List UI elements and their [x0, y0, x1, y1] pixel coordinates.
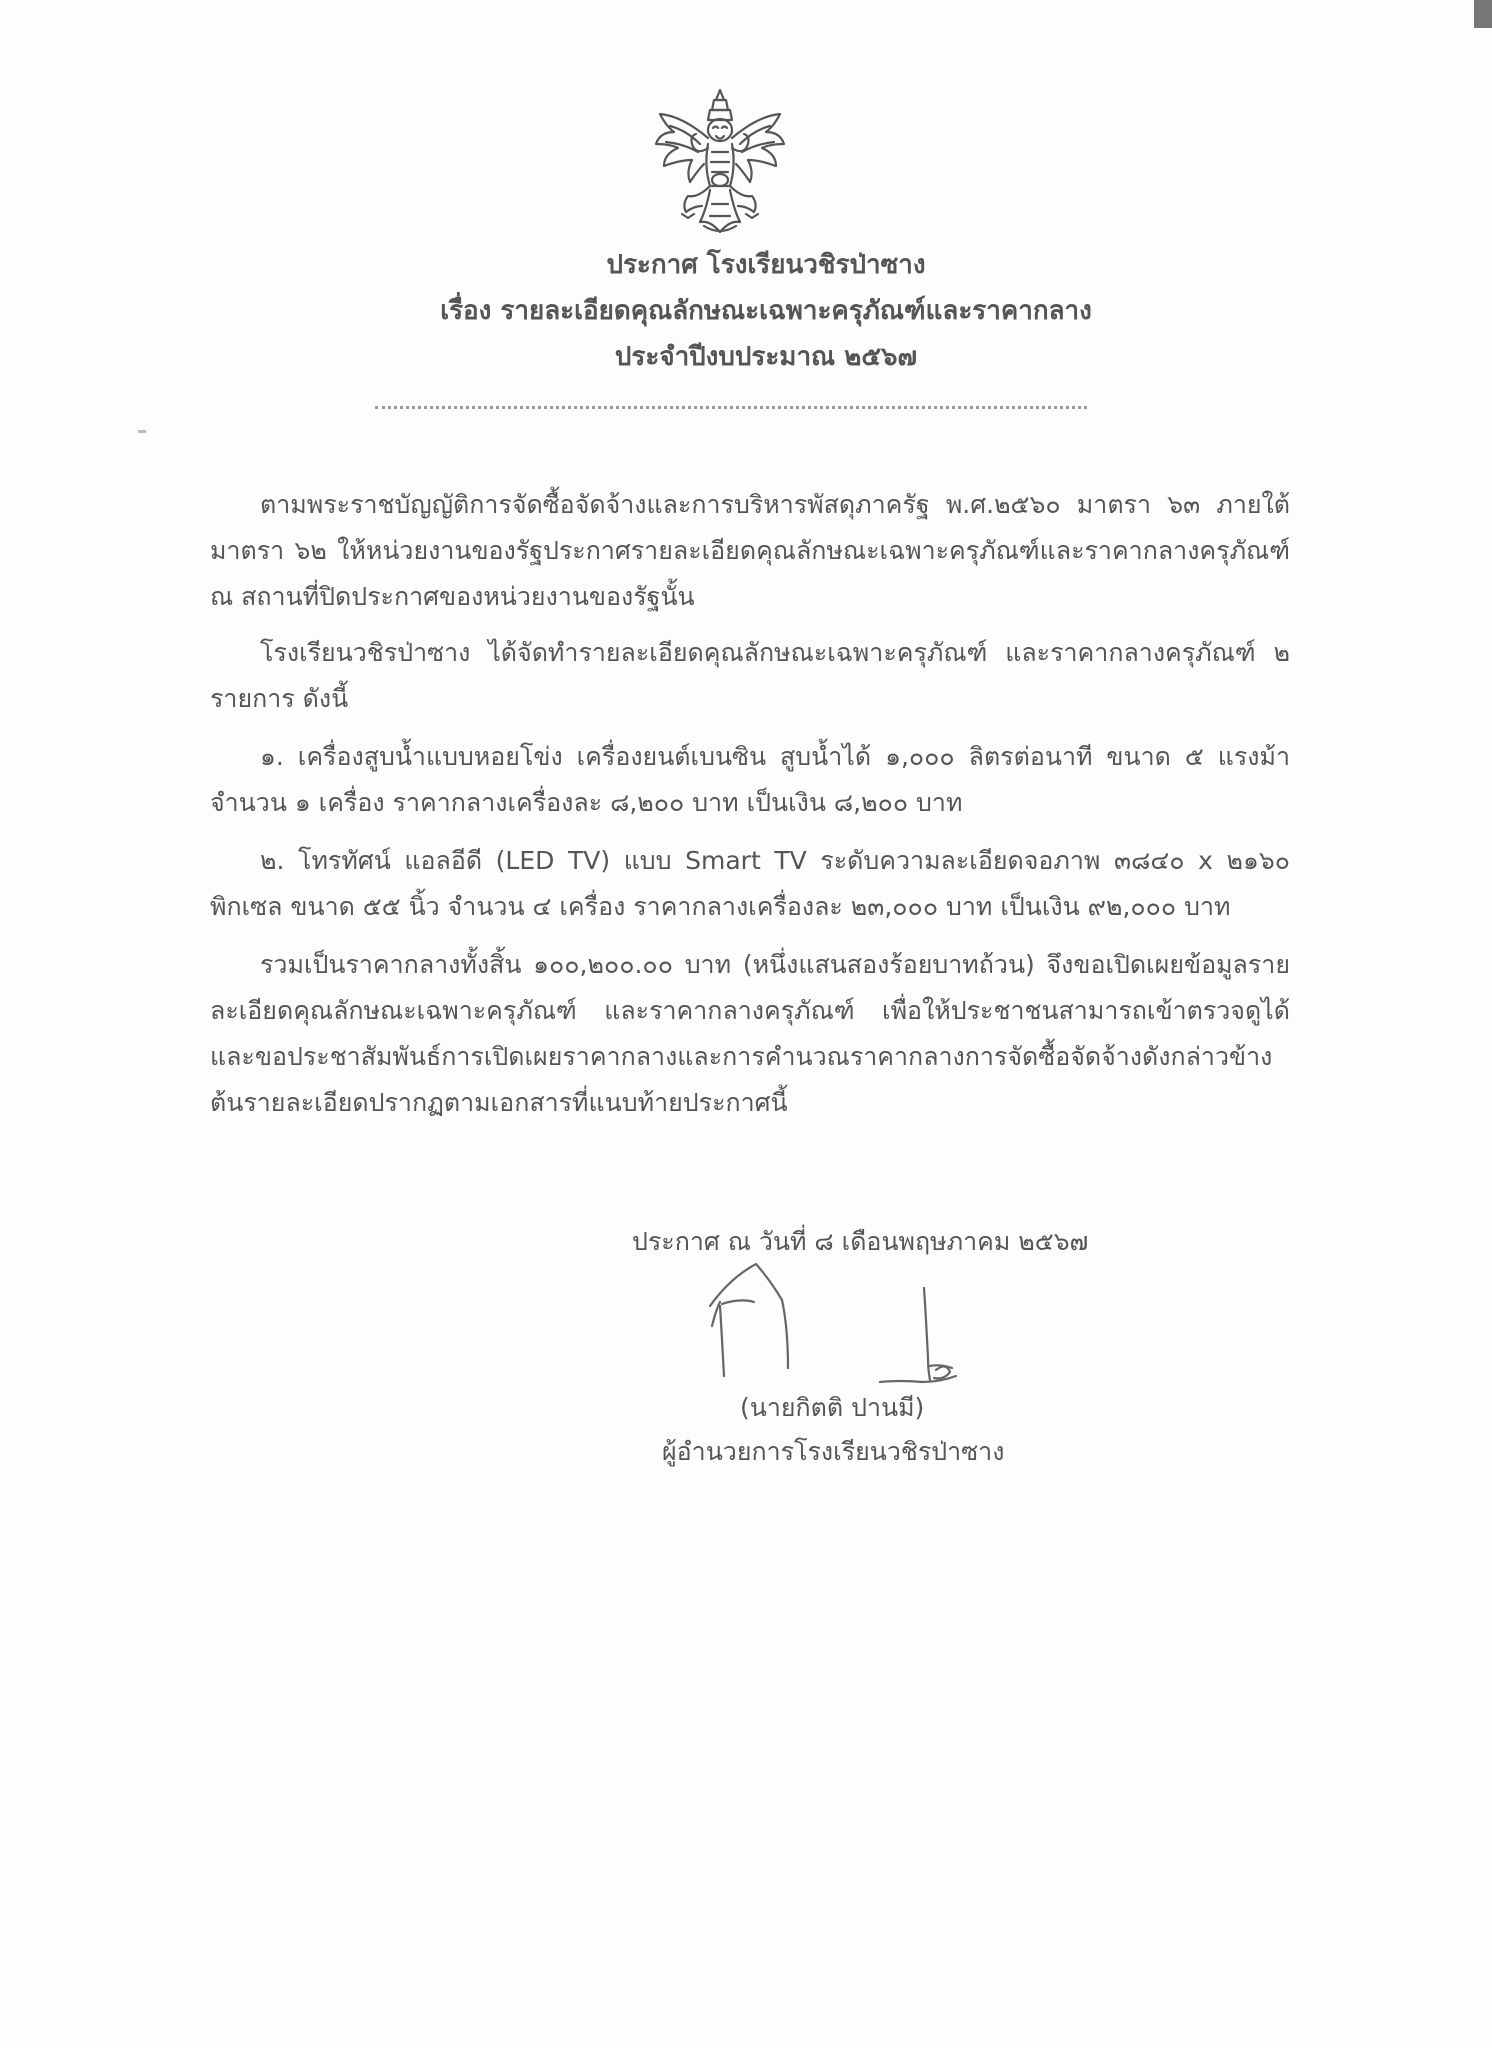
- signatory-name: (นายกิตติ ปานมี): [740, 1393, 925, 1422]
- signatory-position: ผู้อำนวยการโรงเรียนวชิรป่าซาง: [662, 1437, 1005, 1466]
- announcement-subject: เรื่อง รายละเอียดคุณลักษณะเฉพาะครุภัณฑ์และราคากลาง: [440, 296, 1092, 326]
- body-paragraph-legal-basis: ตามพระราชบัญญัติการจัดซื้อจัดจ้างและการบริหารพัสดุภาครัฐ พ.ศ.๒๕๖๐ มาตรา ๖๓ ภายใต้มาตรา ๖๒ ให้หน่วยงานของรัฐประกาศรายละเอียดคุณลักษณะเฉพาะครุภัณฑ์และราคากลางครุภัณฑ์ ณ สถานที่ปิดประกาศของหน่วยงานของรัฐนั้น: [210, 490, 1290, 611]
- body-paragraph-total: รวมเป็นราคากลางทั้งสิ้น ๑๐๐,๒๐๐.๐๐ บาท (หนึ่งแสนสองร้อยบาทถ้วน) จึงขอเปิดเผยข้อมูลรายละเอียดคุณลักษณะเฉพาะครุภัณฑ์ และราคากลางครุภัณฑ์ เพื่อให้ประชาชนสามารถเข้าตรวจดูได้ และขอประชาสัมพันธ์การเปิดเผยราคากลางและการคำนวณราคากลางการจัดซื้อจัดจ้างดังกล่าวข้างต้นรายละเอียดปรากฏตามเอกสารที่แนบท้ายประกาศนี้: [210, 950, 1290, 1117]
- scan-edge-mark: [1474, 0, 1492, 28]
- body-paragraph-intro: โรงเรียนวชิรป่าซาง ได้จัดทำรายละเอียดคุณลักษณะเฉพาะครุภัณฑ์ และราคากลางครุภัณฑ์ ๒ รายการ ดังนี้: [210, 638, 1290, 713]
- announcement-title: ประกาศ โรงเรียนวชิรป่าซาง: [606, 250, 926, 280]
- scan-speck: [138, 430, 146, 433]
- list-item-tv: ๒. โทรทัศน์ แอลอีดี (LED TV) แบบ Smart TV ระดับความละเอียดจอภาพ ๓๘๔๐ x ๒๑๖๐ พิกเซล ขนาด ๕๕ นิ้ว จำนวน ๔ เครื่อง ราคากลางเครื่องละ ๒๓,๐๐๐ บาท เป็นเงิน ๙๒,๐๐๐ บาท: [210, 846, 1290, 921]
- signature-date: ประกาศ ณ วันที่ ๘ เดือนพฤษภาคม ๒๕๖๗: [632, 1227, 1089, 1256]
- garuda-emblem-icon: [652, 86, 788, 236]
- list-item-pump: ๑. เครื่องสูบน้ำแบบหอยโข่ง เครื่องยนต์เบนซิน สูบน้ำได้ ๑,๐๐๐ ลิตรต่อนาที ขนาด ๕ แรงม้า จำนวน ๑ เครื่อง ราคากลางเครื่องละ ๘,๒๐๐ บาท เป็นเงิน ๘,๒๐๐ บาท: [210, 742, 1290, 817]
- handwritten-signature: [700, 1258, 970, 1398]
- fiscal-year-line: ประจำปีงบประมาณ ๒๕๖๗: [614, 342, 918, 372]
- dotted-divider: [375, 406, 1087, 409]
